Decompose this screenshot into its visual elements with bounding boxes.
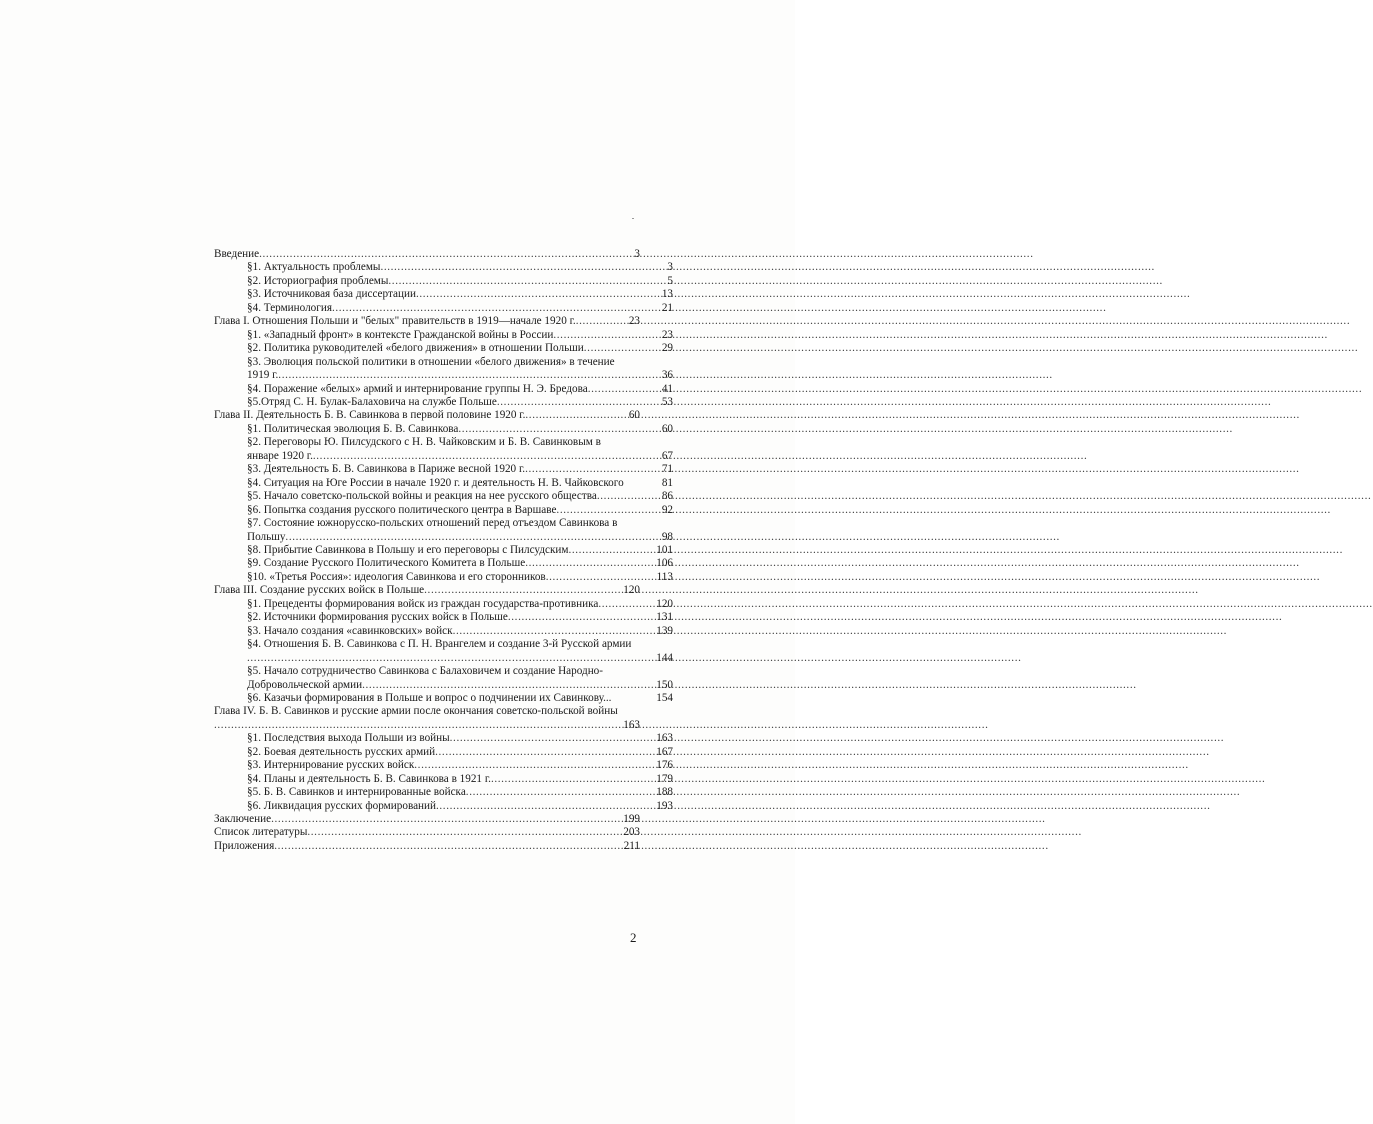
toc-entry-title: Введение [214,248,260,260]
toc-entry [214,503,673,517]
toc-entry-page: 101 [656,543,673,556]
toc-entry [214,274,673,288]
dot-leader [546,571,656,584]
dot-leader [525,409,627,422]
toc-entry-title: §9. Создание Русского Политического Комитета в Польше [247,557,526,570]
dot-leader [435,746,655,759]
dot-leader [416,288,661,301]
toc-entry-title: §10. «Третья Россия»: идеология Савинкова и его сторонников [247,570,546,583]
dot-leader [458,423,660,436]
dot-leader [380,261,666,274]
toc-entry [214,517,673,544]
toc-entry [214,624,673,638]
toc-entry [214,463,673,476]
toc-entry [214,840,640,853]
toc-entry [214,422,673,436]
toc-entry [214,395,673,409]
toc-entry-page: 71 [661,463,673,476]
toc-entry-title: §4. Ситуация на Юге России в начале 1920 г. и деятельность Н. В. Чайковского [247,476,624,489]
dot-leader [568,544,655,557]
toc-entry-title: §6. Ликвидация русских формирований [247,799,437,812]
toc-entry [214,328,673,342]
toc-entry-title: §1. Политическая эволюция Б. В. Савинкова [247,422,459,435]
dot-leader [525,463,661,476]
toc-entry-title: §6. Казачьи формирования в Польше и вопрос о подчинении их Савинкову... [247,691,612,704]
dot-leader [466,786,655,799]
toc-entry-title: Польшу [247,530,286,543]
toc-entry-page: 5 [667,274,673,287]
toc-entry [214,745,673,759]
toc-entry [214,355,673,383]
toc-entry-page: 21 [661,301,673,314]
dot-leader [424,584,622,597]
dot-leader [588,383,661,396]
toc-entry-title: §1. Актуальность проблемы [247,261,381,274]
toc-entry [214,611,673,624]
toc-entry-page: 139 [656,624,673,637]
toc-entry-title: §6. Попытка создания русского политического центра в Варшаве [247,503,557,516]
toc-entry-page: 36 [661,369,673,382]
toc-entry [214,638,673,665]
toc-entry-title: 1919 г. [247,369,279,382]
dot-leader [497,396,661,409]
toc-entry-page: 211 [623,839,640,852]
dot-leader [556,504,660,517]
toc-entry-page: 167 [656,745,673,758]
toc-entry-title: Заключение [214,813,272,826]
toc-entry-page: 154 [656,691,673,704]
toc-entry [214,476,673,490]
toc-entry-title: §1. Прецеденты формирования войск из граждан государства-противника [247,597,599,610]
toc-entry-title: §3. Эволюция польской политики в отношении «белого движения» в течение [247,355,615,368]
toc-entry-page: 23 [661,328,673,341]
toc-entry [214,691,673,705]
toc-entry [214,342,673,355]
toc-entry-title: январе 1920 г. [247,449,313,462]
toc-entry-page: 113 [656,570,673,583]
toc-entry-page: 23 [628,315,640,328]
toc-entry-title: §2. Переговоры Ю. Пилсудского с Н. В. Чайковским и Б. В. Савинковым в [247,436,601,449]
toc-entry-page: 120 [623,584,640,597]
toc-entry-title: §3. Интернирование русских войск [247,759,415,772]
toc-entry-page: 176 [656,759,673,772]
toc-entry-page: 53 [661,395,673,408]
toc-entry [214,799,673,813]
toc-entry-page: 106 [656,557,673,570]
toc-entry-page: 98 [661,530,673,543]
scan-speck [632,218,634,219]
dot-leader [362,679,655,692]
dot-leader [597,490,661,503]
toc-entry [214,759,673,772]
toc-entry-title: §2. Источники формирования русских войск в Польше [247,611,508,624]
toc-entry-title: Глава IV. Б. В. Савинков и русские армии после окончания советско-польской войны [214,705,618,718]
dot-leader [414,759,655,772]
dot-leader [450,732,656,745]
toc-entry-title: Глава II. Деятельность Б. В. Савинкова в первой половине 1920 г. [214,409,526,422]
toc-entry-title: Глава I. Отношения Польши и "белых" правительств в 1919—начале 1920 г. [214,315,576,328]
toc-entry-page: 67 [661,449,673,462]
toc-entry [214,570,673,584]
toc-entry-title: §5. Начало советско-польской войны и реакция на нее русского общества [247,490,597,503]
toc-entry-page: 41 [661,382,673,395]
toc-entry [214,826,640,839]
toc-entry-page: 13 [661,288,673,301]
toc-entry-page: 193 [656,799,673,812]
toc-entry-title: Приложения [214,839,275,852]
toc-entry-title: §7. Состояние южнорусско-польских отношений перед отъездом Савинкова в [247,517,618,530]
toc-entry-title: §3. Источниковая база диссертации [247,288,416,301]
dot-leader [332,302,661,315]
toc-entry-title: §5. Начало сотрудничество Савинкова с Балаховичем и создание Народно- [247,665,604,678]
toc-entry-title: §3. Деятельность Б. В. Савинкова в Париже весной 1920 г. [247,463,526,476]
toc-entry-title: §4. Терминология [247,301,332,314]
toc-entry [214,557,673,570]
toc-entry [214,436,673,463]
dot-leader [247,652,655,665]
toc-entry-page: 3 [667,261,673,274]
table-of-contents [214,248,673,853]
toc-entry-page: 203 [623,826,640,839]
toc-entry-page: 29 [661,342,673,355]
toc-entry-page: 86 [661,490,673,503]
dot-leader [491,773,655,786]
toc-entry [214,786,673,799]
toc-entry [214,490,673,503]
dot-leader [214,719,622,732]
toc-entry-page: 188 [656,786,673,799]
dot-leader [436,800,655,813]
dot-leader [285,531,660,544]
toc-entry-title: Глава III. Создание русских войск в Польше [214,584,425,597]
toc-entry [214,584,640,597]
dot-leader [271,813,622,826]
toc-entry-page: 92 [661,503,673,516]
dot-leader [525,557,655,570]
toc-entry [214,732,673,745]
toc-entry [214,248,640,261]
toc-entry [214,597,673,611]
toc-entry [214,288,673,301]
toc-entry [214,301,673,315]
dot-leader [598,598,655,611]
dot-leader [453,625,656,638]
toc-entry-title: §4. Отношения Б. В. Савинкова с П. Н. Врангелем и создание 3-й Русской армии [247,638,632,651]
toc-entry [214,382,673,396]
dot-leader [576,315,628,328]
toc-entry-title: §2. Историография проблемы [247,274,389,287]
toc-entry-page: 131 [656,611,673,624]
toc-entry-page: 60 [661,422,673,435]
toc-entry-title: §2. Политика руководителей «белого движения» в отношении Польши [247,342,584,355]
toc-entry-page: 60 [628,409,640,422]
toc-entry-title: §5. Б. В. Савинков и интернированные войска [247,786,466,799]
toc-entry-title: Добровольческой армии [247,678,363,691]
toc-entry-page: 150 [656,678,673,691]
dot-leader [274,840,622,853]
toc-entry-page: 120 [656,597,673,610]
dot-leader [584,342,661,355]
toc-entry-title: §3. Начало создания «савинковских» войск [247,624,453,637]
toc-entry-page: 81 [661,476,673,489]
dot-leader [388,275,666,288]
toc-entry-page: 163 [623,718,640,731]
toc-entry-page: 199 [623,813,640,826]
toc-entry-page: 179 [656,772,673,785]
toc-entry [214,409,640,422]
toc-entry-page: 3 [634,248,640,260]
toc-entry [214,261,673,274]
toc-entry-page: 144 [656,651,673,664]
dot-leader [508,611,655,624]
dot-leader [313,450,661,463]
page-number: 2 [630,930,637,945]
dot-leader [278,369,661,382]
toc-entry [214,772,673,786]
toc-entry [214,665,673,692]
toc-entry-title: §4. Поражение «белых» армий и интернирование группы Н. Э. Бредова [247,382,588,395]
toc-entry-title: §1. «Западный фронт» в контексте Гражданской войны в России [247,328,554,341]
toc-entry [214,813,640,826]
toc-entry [214,543,673,557]
toc-entry-title: §4. Планы и деятельность Б. В. Савинкова в 1921 г. [247,772,491,785]
dot-leader [553,329,660,342]
toc-entry [214,315,640,328]
toc-entry-title: Список литературы [214,826,308,839]
toc-entry-title: §5.Отряд С. Н. Булак-Балаховича на службе Польше [247,395,497,408]
toc-entry [214,705,640,732]
dot-leader [259,248,633,261]
toc-entry-title: §8. Прибытие Савинкова в Польшу и его переговоры с Пилсудским [247,543,569,556]
toc-entry-title: §2. Боевая деятельность русских армий [247,745,436,758]
toc-entry-title: §1. Последствия выхода Польши из войны [247,732,450,745]
toc-entry-page: 163 [656,732,673,745]
dot-leader [307,826,622,839]
